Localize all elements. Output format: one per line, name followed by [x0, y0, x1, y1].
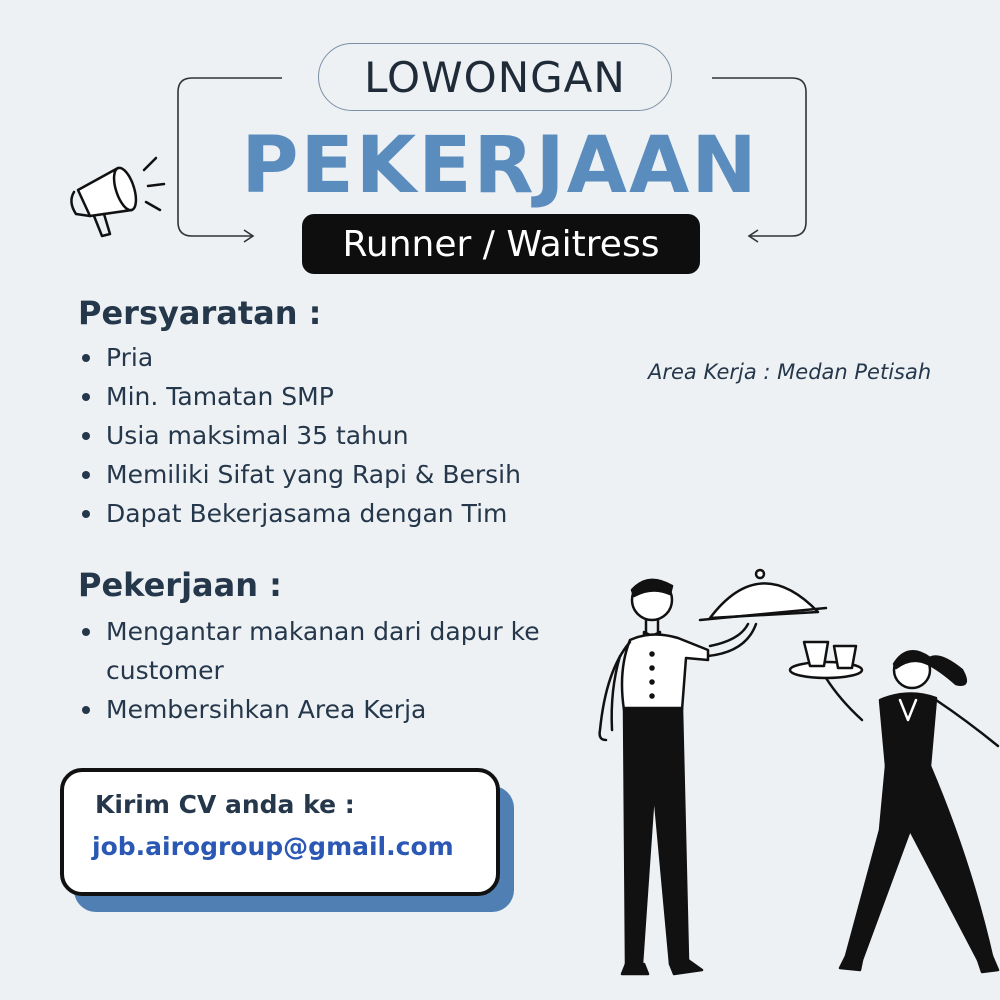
headline: PEKERJAAN — [241, 121, 759, 211]
list-item: Min. Tamatan SMP — [78, 377, 598, 416]
cv-email-link[interactable]: job.airogroup@gmail.com — [92, 832, 454, 861]
position-badge: Runner / Waitress — [302, 214, 700, 274]
job-title: Pekerjaan : — [78, 566, 282, 604]
job-list — [78, 612, 568, 729]
list-item: Usia maksimal 35 tahun — [78, 416, 598, 455]
waiter-figure — [600, 570, 826, 974]
waiters-illustration — [590, 560, 1000, 1000]
list-item: Membersihkan Area Kerja — [78, 690, 568, 729]
work-area: Area Kerja : Medan Petisah — [648, 360, 932, 384]
list-item: Memiliki Sifat yang Rapi & Bersih — [78, 455, 598, 494]
list-item: Pria — [78, 338, 598, 377]
requirements-title: Persyaratan : — [78, 294, 322, 332]
list-item: Mengantar makanan dari dapur ke customer — [78, 612, 568, 690]
megaphone-icon — [60, 140, 170, 250]
lowongan-pill: LOWONGAN — [318, 43, 672, 111]
list-item: Dapat Bekerjasama dengan Tim — [78, 494, 598, 533]
waitress-figure — [790, 642, 998, 972]
requirements-list — [78, 338, 598, 533]
cv-label: Kirim CV anda ke : — [95, 790, 355, 819]
